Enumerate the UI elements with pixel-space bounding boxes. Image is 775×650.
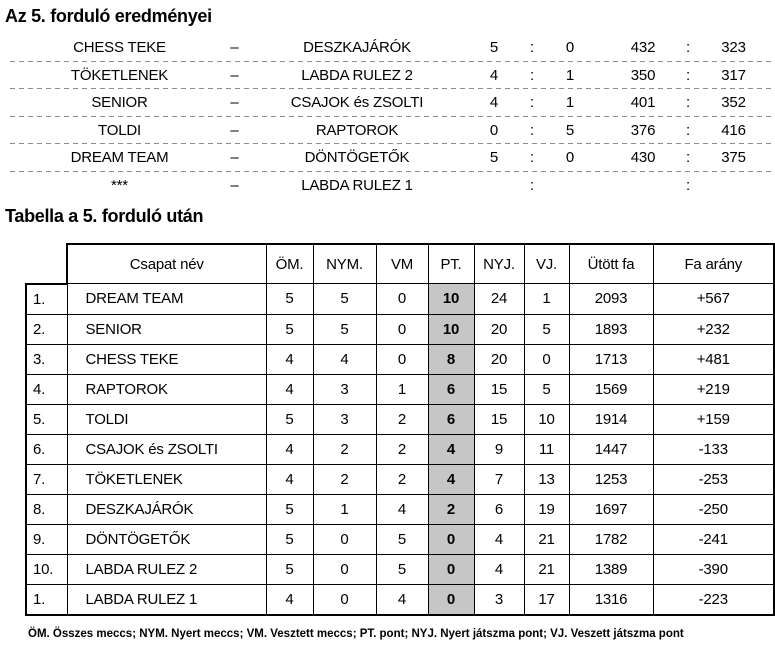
home-pins: 430: [630, 149, 656, 167]
utott-fa-cell: 1782: [569, 524, 653, 554]
nym-cell: 5: [313, 314, 376, 344]
pt-cell: 4: [428, 434, 474, 464]
score-colon: :: [530, 66, 534, 84]
standings-header-row: [26, 244, 774, 284]
vm-cell: 2: [376, 434, 428, 464]
om-cell: 5: [266, 404, 313, 434]
away-team-name: RAPTOROK: [315, 121, 399, 139]
nym-cell: 0: [313, 524, 376, 554]
column-header-vm: VM: [376, 244, 428, 284]
team-name-cell: TÖKETLENEK: [67, 464, 266, 494]
home-team-name: TÖKETLENEK: [70, 66, 169, 84]
away-team-name: CSAJOK és ZSOLTI: [290, 94, 424, 112]
score-colon: :: [530, 94, 534, 112]
column-header-nyj: NYJ.: [474, 244, 524, 284]
fa-arany-cell: +567: [653, 284, 774, 315]
away-score: 0: [565, 39, 575, 57]
pins-colon: :: [686, 39, 690, 57]
match-result-row: [10, 89, 775, 117]
team-name-cell: LABDA RULEZ 1: [67, 584, 266, 615]
table-row: [26, 494, 774, 524]
column-header-csapat-nev: Csapat név: [67, 244, 266, 284]
pt-cell: 10: [428, 284, 474, 315]
column-header-vj: VJ.: [524, 244, 569, 284]
standings-table: [25, 243, 775, 616]
table-row: [26, 464, 774, 494]
fa-arany-cell: +159: [653, 404, 774, 434]
table-row: [26, 404, 774, 434]
vj-cell: 11: [524, 434, 569, 464]
pins-colon: :: [686, 66, 690, 84]
vj-cell: 10: [524, 404, 569, 434]
fa-arany-cell: -133: [653, 434, 774, 464]
om-cell: 4: [266, 374, 313, 404]
team-name-cell: CSAJOK és ZSOLTI: [67, 434, 266, 464]
pt-cell: 10: [428, 314, 474, 344]
om-cell: 5: [266, 494, 313, 524]
pt-cell: 4: [428, 464, 474, 494]
nym-cell: 5: [313, 284, 376, 315]
utott-fa-cell: 1713: [569, 344, 653, 374]
fa-arany-cell: -390: [653, 554, 774, 584]
home-pins: 350: [630, 66, 656, 84]
match-result-row: [10, 62, 775, 90]
rank-cell: 7.: [26, 464, 67, 494]
utott-fa-cell: 2093: [569, 284, 653, 315]
team-name-cell: DESZKAJÁRÓK: [67, 494, 266, 524]
pins-colon: :: [686, 176, 690, 194]
utott-fa-cell: 1914: [569, 404, 653, 434]
home-score: 4: [489, 94, 499, 112]
away-pins: 416: [721, 121, 746, 139]
score-colon: :: [530, 39, 534, 57]
pt-cell: 2: [428, 494, 474, 524]
om-cell: 5: [266, 314, 313, 344]
vs-dash: –: [230, 94, 239, 112]
nyj-cell: 15: [474, 404, 524, 434]
pt-cell: 0: [428, 554, 474, 584]
home-score: 4: [489, 66, 499, 84]
home-pins: 376: [630, 121, 656, 139]
column-header-fa-arany: Fa arány: [653, 244, 774, 284]
nyj-cell: 15: [474, 374, 524, 404]
home-pins: 432: [630, 39, 656, 57]
away-pins: 375: [721, 149, 746, 167]
pt-cell: 8: [428, 344, 474, 374]
away-pins: 323: [721, 39, 746, 57]
rank-header-blank: [26, 244, 67, 284]
om-cell: 4: [266, 344, 313, 374]
away-score: 1: [565, 94, 575, 112]
table-row: [26, 284, 774, 315]
away-team-name: DESZKAJÁRÓK: [303, 39, 411, 57]
standings-section-title: Tabella a 5. forduló után: [5, 206, 204, 226]
match-result-row: [10, 144, 775, 172]
fa-arany-cell: -253: [653, 464, 774, 494]
rank-cell: 1.: [26, 584, 67, 615]
away-team-name: LABDA RULEZ 1: [301, 176, 413, 194]
home-team-name: SENIOR: [91, 94, 148, 112]
home-score: 5: [489, 39, 499, 57]
legend-text: ÖM. Összes meccs; NYM. Nyert meccs; VM. Vesztett meccs; PT. pont; NYJ. Nyert játszma pont; VJ. Veszett játszma pont: [28, 628, 684, 640]
vm-cell: 0: [376, 344, 428, 374]
pt-cell: 0: [428, 584, 474, 615]
away-score: 1: [565, 66, 575, 84]
match-result-row: [10, 117, 775, 145]
vs-dash: –: [230, 149, 239, 167]
vj-cell: 5: [524, 374, 569, 404]
nyj-cell: 6: [474, 494, 524, 524]
pt-cell: 0: [428, 524, 474, 554]
vs-dash: –: [230, 121, 239, 139]
team-name-cell: DÖNTÖGETŐK: [67, 524, 266, 554]
vm-cell: 4: [376, 584, 428, 615]
column-header-om: ÖM.: [266, 244, 313, 284]
away-pins: 352: [721, 94, 746, 112]
rank-cell: 6.: [26, 434, 67, 464]
fa-arany-cell: +232: [653, 314, 774, 344]
pins-colon: :: [686, 149, 690, 167]
column-header-pt: PT.: [428, 244, 474, 284]
vm-cell: 2: [376, 464, 428, 494]
fa-arany-cell: +219: [653, 374, 774, 404]
team-name-cell: LABDA RULEZ 2: [67, 554, 266, 584]
vm-cell: 4: [376, 494, 428, 524]
team-name-cell: CHESS TEKE: [67, 344, 266, 374]
home-team-name: DREAM TEAM: [70, 149, 169, 167]
pins-colon: :: [686, 94, 690, 112]
fa-arany-cell: -241: [653, 524, 774, 554]
om-cell: 5: [266, 524, 313, 554]
vm-cell: 0: [376, 314, 428, 344]
team-name-cell: DREAM TEAM: [67, 284, 266, 315]
om-cell: 4: [266, 584, 313, 615]
nym-cell: 3: [313, 374, 376, 404]
away-pins: 317: [721, 66, 746, 84]
nyj-cell: 20: [474, 344, 524, 374]
nym-cell: 2: [313, 464, 376, 494]
rank-cell: 4.: [26, 374, 67, 404]
pt-cell: 6: [428, 374, 474, 404]
rank-cell: 3.: [26, 344, 67, 374]
rank-cell: 5.: [26, 404, 67, 434]
standings-body: [26, 284, 774, 615]
nym-cell: 0: [313, 554, 376, 584]
score-colon: :: [530, 149, 534, 167]
rank-cell: 10.: [26, 554, 67, 584]
nyj-cell: 3: [474, 584, 524, 615]
om-cell: 5: [266, 554, 313, 584]
om-cell: 4: [266, 464, 313, 494]
nyj-cell: 9: [474, 434, 524, 464]
column-header-nym: NYM.: [313, 244, 376, 284]
away-team-name: DÖNTÖGETŐK: [304, 149, 410, 167]
score-colon: :: [530, 121, 534, 139]
utott-fa-cell: 1389: [569, 554, 653, 584]
nyj-cell: 20: [474, 314, 524, 344]
nym-cell: 2: [313, 434, 376, 464]
match-result-row: [10, 34, 775, 62]
vm-cell: 2: [376, 404, 428, 434]
score-colon: :: [530, 176, 534, 194]
home-score: 0: [489, 121, 499, 139]
fa-arany-cell: +481: [653, 344, 774, 374]
table-row: [26, 344, 774, 374]
fa-arany-cell: -223: [653, 584, 774, 615]
nym-cell: 4: [313, 344, 376, 374]
utott-fa-cell: 1316: [569, 584, 653, 615]
rank-cell: 9.: [26, 524, 67, 554]
vm-cell: 0: [376, 284, 428, 315]
nyj-cell: 4: [474, 554, 524, 584]
results-list: [10, 34, 775, 199]
vj-cell: 19: [524, 494, 569, 524]
vm-cell: 1: [376, 374, 428, 404]
home-team-name: CHESS TEKE: [73, 39, 166, 57]
om-cell: 5: [266, 284, 313, 315]
table-row: [26, 374, 774, 404]
vj-cell: 21: [524, 554, 569, 584]
home-score: 5: [489, 149, 499, 167]
vm-cell: 5: [376, 554, 428, 584]
vs-dash: –: [230, 66, 239, 84]
table-row: [26, 584, 774, 615]
team-name-cell: SENIOR: [67, 314, 266, 344]
table-row: [26, 524, 774, 554]
team-name-cell: TOLDI: [67, 404, 266, 434]
results-section-title: Az 5. forduló eredményei: [5, 6, 212, 26]
away-score: 5: [565, 121, 575, 139]
utott-fa-cell: 1569: [569, 374, 653, 404]
rank-cell: 2.: [26, 314, 67, 344]
utott-fa-cell: 1253: [569, 464, 653, 494]
utott-fa-cell: 1697: [569, 494, 653, 524]
nyj-cell: 24: [474, 284, 524, 315]
vs-dash: –: [230, 39, 239, 57]
om-cell: 4: [266, 434, 313, 464]
table-row: [26, 314, 774, 344]
vj-cell: 1: [524, 284, 569, 315]
pt-cell: 6: [428, 404, 474, 434]
rank-cell: 8.: [26, 494, 67, 524]
vj-cell: 21: [524, 524, 569, 554]
table-row: [26, 554, 774, 584]
away-score: 0: [565, 149, 575, 167]
nym-cell: 1: [313, 494, 376, 524]
nym-cell: 3: [313, 404, 376, 434]
fa-arany-cell: -250: [653, 494, 774, 524]
match-result-row: [10, 172, 775, 200]
vj-cell: 17: [524, 584, 569, 615]
away-team-name: LABDA RULEZ 2: [301, 66, 413, 84]
nyj-cell: 4: [474, 524, 524, 554]
table-row: [26, 434, 774, 464]
vj-cell: 0: [524, 344, 569, 374]
vj-cell: 5: [524, 314, 569, 344]
home-team-name: TOLDI: [98, 121, 141, 139]
column-header-utott-fa: Ütött fa: [569, 244, 653, 284]
vm-cell: 5: [376, 524, 428, 554]
rank-cell: 1.: [26, 284, 67, 315]
team-name-cell: RAPTOROK: [67, 374, 266, 404]
home-pins: 401: [630, 94, 656, 112]
vs-dash: –: [230, 176, 239, 194]
nyj-cell: 7: [474, 464, 524, 494]
nym-cell: 0: [313, 584, 376, 615]
home-team-name: ***: [111, 176, 128, 194]
utott-fa-cell: 1893: [569, 314, 653, 344]
utott-fa-cell: 1447: [569, 434, 653, 464]
vj-cell: 13: [524, 464, 569, 494]
pins-colon: :: [686, 121, 690, 139]
